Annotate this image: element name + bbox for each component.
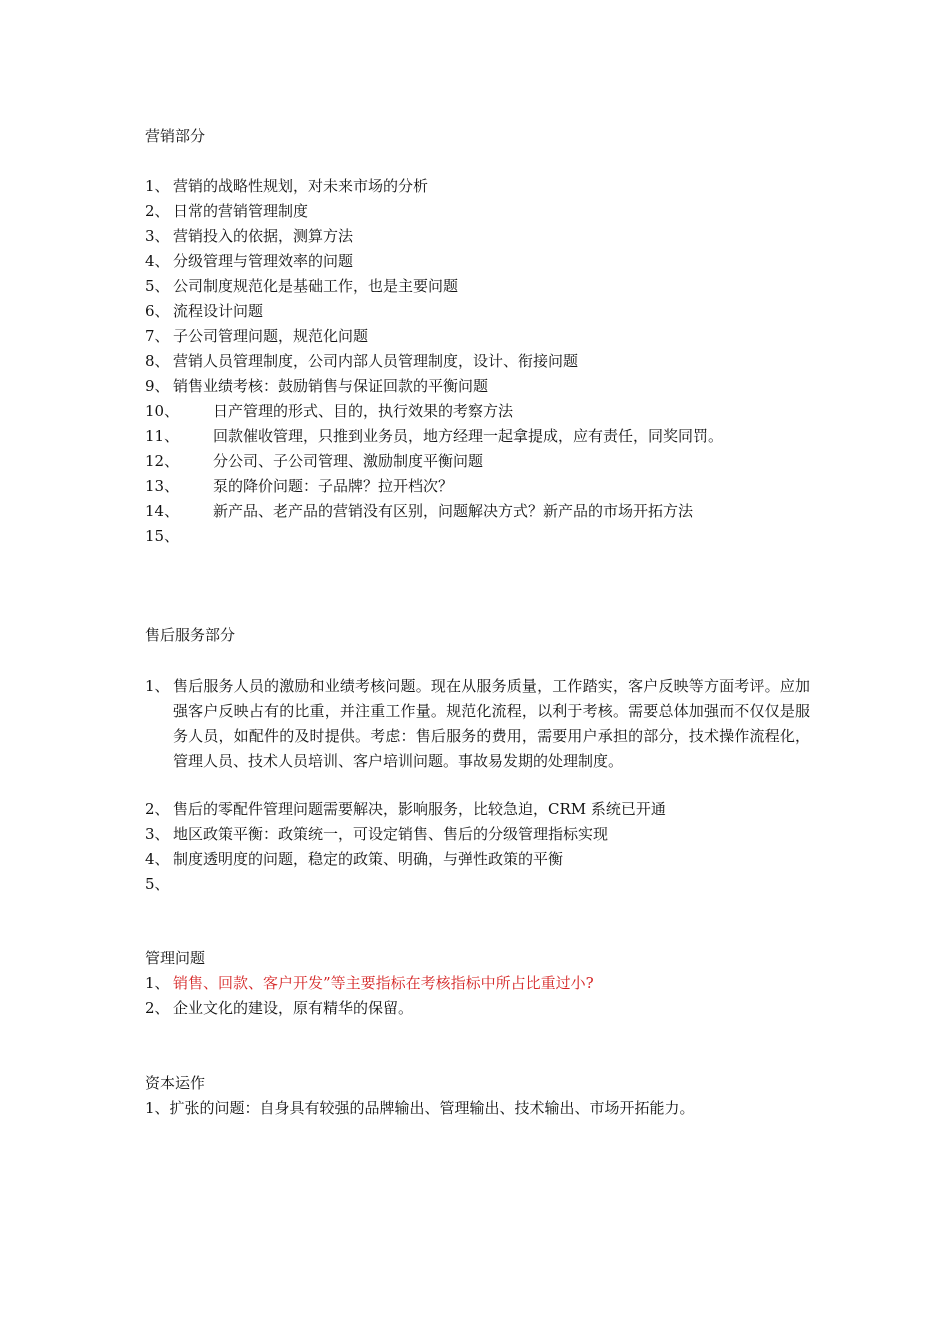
list-number: 10、 [145, 402, 180, 420]
section-heading-aftersales: 售后服务部分 [145, 626, 236, 644]
list-text: 地区政策平衡：政策统一，可设定销售、售后的分级管理指标实现 [173, 825, 609, 843]
list-text: 制度透明度的问题，稳定的政策、明确，与弹性政策的平衡 [173, 850, 564, 868]
list-number: 8、 [145, 352, 170, 370]
list-item [145, 251, 353, 271]
list-number: 2、 [145, 999, 170, 1017]
list-number: 13、 [145, 477, 180, 495]
list-text: 企业文化的建设，原有精华的保留。 [173, 999, 414, 1017]
list-number: 1、 [145, 974, 170, 992]
list-number: 9、 [145, 377, 170, 395]
list-number: 12、 [145, 452, 180, 470]
list-item [145, 674, 810, 774]
list-text: 售后服务人员的激励和业绩考核问题。现在从服务质量，工作踏实，客户反映等方面考评。应加强客户反映占有的比重，并注重工作量。规范化流程，以利于考核。需要总体加强而不仅仅是服务人员，如配件的及时提供。考虑：售后服务的费用，需要用户承担的部分，技术操作流程化，管理人员、技术人员培训、客户培训问题。事故易发期的处理制度。 [173, 677, 810, 770]
list-text: 新产品、老产品的营销没有区别，问题解决方式？新产品的市场开拓方法 [213, 502, 694, 520]
list-number: 1、 [145, 177, 170, 195]
list-text: 子公司管理问题，规范化问题 [173, 327, 369, 345]
list-item [145, 799, 666, 819]
list-number: 5、 [145, 875, 170, 893]
list-item [145, 526, 213, 546]
list-item [145, 176, 428, 196]
list-item [145, 276, 458, 296]
list-item [145, 426, 723, 446]
list-number: 2、 [145, 800, 170, 818]
list-item [145, 226, 353, 246]
section-heading-capital: 资本运作 [145, 1074, 206, 1092]
list-text: 分公司、子公司管理、激励制度平衡问题 [213, 452, 484, 470]
list-number: 3、 [145, 227, 170, 245]
list-item [145, 1098, 695, 1118]
list-item [145, 301, 263, 321]
list-item [145, 874, 173, 894]
list-number: 5、 [145, 277, 170, 295]
list-text: 销售业绩考核：鼓励销售与保证回款的平衡问题 [173, 377, 489, 395]
list-item [145, 476, 453, 496]
list-item [145, 973, 594, 993]
list-text: 营销人员管理制度，公司内部人员管理制度，设计、衔接问题 [173, 352, 579, 370]
list-item [145, 351, 578, 371]
section-heading-marketing: 营销部分 [145, 127, 206, 145]
list-item [145, 401, 513, 421]
list-item [145, 824, 608, 844]
list-text: 回款催收管理，只推到业务员，地方经理一起拿提成，应有责任，同奖同罚。 [213, 427, 724, 445]
list-item [145, 501, 693, 521]
list-text: 营销的战略性规划，对未来市场的分析 [173, 177, 429, 195]
list-text: 营销投入的依据，测算方法 [173, 227, 354, 245]
highlighted-text: 销售、回款、客户开发”等主要指标在考核指标中所占比重过小? [173, 974, 594, 992]
list-text: 日产管理的形式、目的，执行效果的考察方法 [213, 402, 514, 420]
list-item [145, 326, 368, 346]
list-text: 流程设计问题 [173, 302, 264, 320]
list-text: 分级管理与管理效率的问题 [173, 252, 354, 270]
list-number: 6、 [145, 302, 170, 320]
list-text: 公司制度规范化是基础工作，也是主要问题 [173, 277, 459, 295]
list-text: 售后的零配件管理问题需要解决，影响服务，比较急迫，CRM 系统已开通 [173, 800, 666, 818]
list-text: 日常的营销管理制度 [173, 202, 309, 220]
list-number: 7、 [145, 327, 170, 345]
list-number: 14、 [145, 502, 180, 520]
section-heading-management: 管理问题 [145, 949, 206, 967]
list-item [145, 201, 308, 221]
list-text: 1、扩张的问题：自身具有较强的品牌输出、管理输出、技术输出、市场开拓能力。 [145, 1099, 695, 1117]
list-number: 11、 [145, 427, 180, 445]
list-number: 3、 [145, 825, 170, 843]
list-item [145, 451, 483, 471]
list-item [145, 998, 413, 1018]
list-item [145, 376, 488, 396]
list-number: 2、 [145, 202, 170, 220]
list-number: 1、 [145, 677, 170, 695]
list-text: 泵的降价问题：子品牌？拉开档次？ [213, 477, 454, 495]
list-number: 4、 [145, 850, 170, 868]
list-number: 4、 [145, 252, 170, 270]
list-item [145, 849, 563, 869]
list-number: 15、 [145, 527, 180, 545]
